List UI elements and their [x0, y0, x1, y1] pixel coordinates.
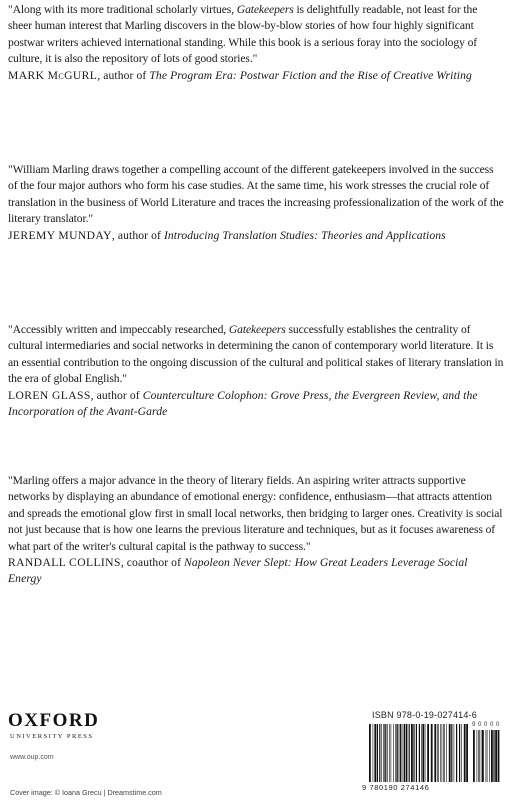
endorsement-blurb-munday	[8, 162, 504, 244]
endorser-name: MARK McGURL	[8, 68, 98, 82]
endorsement-attribution: MARK McGURL, author of The Program Era: Postwar Fiction and the Rise of Creative Writing	[8, 68, 472, 82]
endorser-book-title: Napoleon Never Slept: How Great Leaders Leverage Social Energy	[8, 556, 468, 586]
endorsement-blurb-glass	[8, 322, 504, 420]
endorser-name: RANDALL COLLINS	[8, 556, 121, 570]
endorser-book-title: Counterculture Colophon: Grove Press, the Evergreen Review, and the Incorporation of the Avant-Garde	[8, 388, 478, 419]
endorsement-blurb-mcgurl	[8, 2, 504, 84]
endorsement-attribution: JEREMY MUNDAY, author of Introducing Translation Studies: Theories and Applications	[8, 228, 446, 242]
barcode-addon-icon	[472, 730, 502, 782]
endorsement-blurb-collins	[8, 473, 504, 588]
isbn-label: ISBN 978-0-19-027414-6	[372, 710, 477, 720]
isbn-barcode-block	[358, 708, 508, 798]
endorsement-quote: "Accessibly written and impeccably researched, Gatekeepers successfully establishes the centrality of cultural intermediaries and social networks in determining the canon of contemporary world literature. It is an essential contribution to the ongoing discussion of the cultural and political stakes of literary translation in the era of global English."	[8, 323, 504, 386]
barcode-addon-digits: 9 0 0 0 0	[472, 722, 500, 728]
barcode-icon	[368, 724, 468, 782]
endorsement-quote: "Along with its more traditional scholarly virtues, Gatekeepers is delightfully readable, not least for the sheer human interest that Marling discovers in the blow-by-blow stories of how four highly significant postwar writers achieved international standing. While this book is a serious foray into the sociology of culture, it is also the repository of lots of good stories."	[8, 3, 478, 66]
barcode-digits: 9 780190 274146	[362, 783, 430, 792]
cover-image-credit: Cover image: © Ioana Grecu | Dreamstime.com	[10, 788, 162, 797]
endorsement-attribution: LOREN GLASS, author of Counterculture Colophon: Grove Press, the Evergreen Review, and the Incorporation of the Avant-Garde	[8, 388, 478, 419]
endorsement-quote: "Marling offers a major advance in the theory of literary fields. An aspiring writer attracts supportive networks by displaying an abundance of emotional energy: confidence, enthusiasm—that attracts attention and spreads the emotional glow first in small local networks, then bridging to larger ones. Creativity is social not just because that is how one learns the previous literature and techniques, but as it focuses awareness of what part of the writer's cultural capital is the pathway to success."	[8, 474, 503, 553]
publisher-website: www.oup.com	[10, 754, 54, 761]
publisher-logo: OXFORD	[8, 710, 100, 731]
endorsement-quote: "William Marling draws together a compelling account of the different gatekeepers involved in the success of the four major authors who form his case studies. At the same time, his work stresses the crucial role of translation in the business of World Literature and traces the increasing professionalization of the work of the literary translator."	[8, 163, 504, 226]
endorser-book-title: The Program Era: Postwar Fiction and the Rise of Creative Writing	[149, 68, 472, 82]
endorser-name: JEREMY MUNDAY	[8, 228, 112, 242]
publisher-logo-subtitle: UNIVERSITY PRESS	[10, 733, 94, 740]
endorser-book-title: Introducing Translation Studies: Theories and Applications	[163, 228, 446, 242]
endorser-name: LOREN GLASS	[8, 388, 91, 402]
endorsement-attribution: RANDALL COLLINS, coauthor of Napoleon Never Slept: How Great Leaders Leverage Social Energy	[8, 556, 468, 586]
back-cover-footer	[8, 708, 508, 798]
